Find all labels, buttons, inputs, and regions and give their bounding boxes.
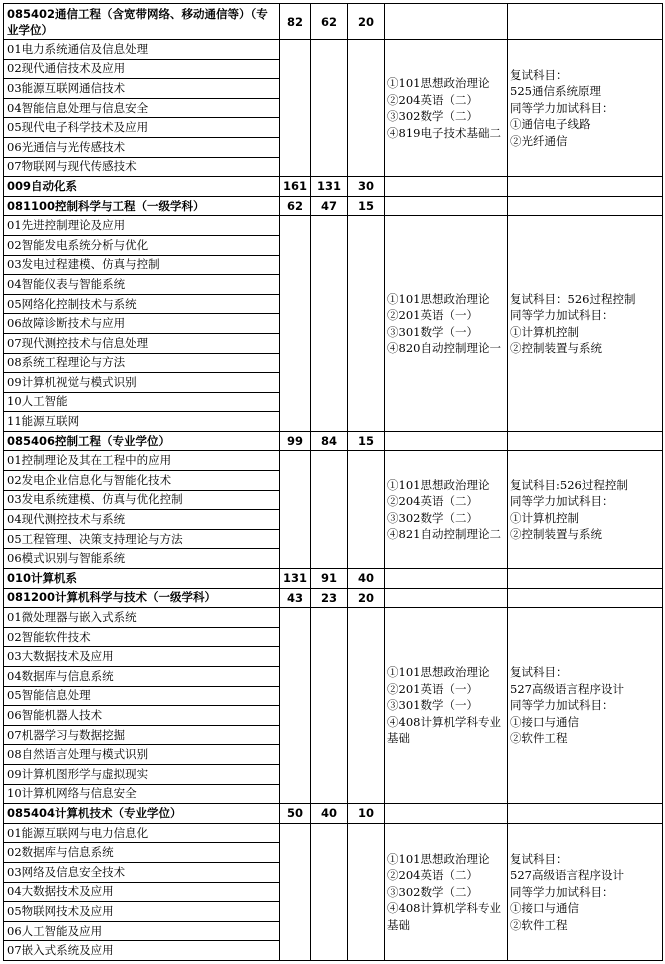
- program-row-blank-retest: [508, 588, 663, 608]
- retest-line: 同等学力加试科目：: [510, 494, 614, 509]
- direction-name: 01电力系统通信及信息处理: [4, 40, 280, 60]
- program-row-total: 99: [280, 431, 311, 451]
- direction-name: 04智能仪表与智能系统: [4, 275, 280, 295]
- program-row-count-b: 20: [348, 588, 385, 608]
- direction-count-blank: [311, 216, 348, 432]
- exam-subject: ②204英语（二）: [387, 868, 478, 883]
- program-row-blank-exam: [385, 804, 508, 824]
- program-row-count-a: 23: [311, 588, 348, 608]
- retest-line: ①计算机控制: [510, 324, 579, 339]
- direction-count-blank: [280, 608, 311, 804]
- program-row-total: 62: [280, 196, 311, 216]
- program-row-blank-exam: [385, 4, 508, 40]
- retest-line: 同等学力加试科目：: [510, 100, 614, 115]
- direction-name: 05智能信息处理: [4, 686, 280, 706]
- exam-subject: ②204英语（二）: [387, 92, 478, 107]
- program-row: [4, 4, 663, 40]
- direction-name: 05工程管理、决策支持理论与方法: [4, 529, 280, 549]
- direction-name: 03发电系统建模、仿真与优化控制: [4, 490, 280, 510]
- exam-subject: ②201英语（一）: [387, 681, 478, 696]
- exam-subject: ④408计算机学科专业基础: [387, 714, 501, 746]
- direction-name: 05物联网技术及应用: [4, 902, 280, 922]
- exam-subjects: [385, 216, 508, 432]
- direction-name: 02数据库与信息系统: [4, 843, 280, 863]
- direction-name: 04大数据技术及应用: [4, 882, 280, 902]
- department-row-count-a: 91: [311, 569, 348, 589]
- direction-count-blank: [280, 823, 311, 960]
- direction-row: [4, 608, 663, 628]
- department-row-blank-exam: [385, 177, 508, 197]
- exam-subject: ③301数学（一）: [387, 324, 478, 339]
- program-row-count-b: 20: [348, 4, 385, 40]
- direction-name: 01先进控制理论及应用: [4, 216, 280, 236]
- direction-name: 06智能机器人技术: [4, 706, 280, 726]
- program-row-name: 081200计算机科学与技术（一级学科）: [4, 588, 280, 608]
- retest-line: ①计算机控制: [510, 510, 579, 525]
- program-row-count-b: 15: [348, 196, 385, 216]
- direction-count-blank: [311, 451, 348, 569]
- direction-count-blank: [311, 823, 348, 960]
- retest-line: 525通信系统原理: [510, 84, 601, 99]
- direction-count-blank: [280, 216, 311, 432]
- direction-name: 02智能发电系统分析与优化: [4, 235, 280, 255]
- exam-subject: ④819电子技术基础二: [387, 125, 501, 140]
- exam-subjects: [385, 608, 508, 804]
- retest-line: 复试科目：526过程控制: [510, 291, 636, 306]
- direction-count-blank: [280, 40, 311, 177]
- program-row: [4, 431, 663, 451]
- direction-name: 03发电过程建模、仿真与控制: [4, 255, 280, 275]
- direction-name: 09计算机视觉与模式识别: [4, 373, 280, 393]
- program-row-blank-retest: [508, 196, 663, 216]
- program-row-blank-retest: [508, 804, 663, 824]
- program-row-blank-exam: [385, 196, 508, 216]
- program-row-total: 43: [280, 588, 311, 608]
- retest-line: 复试科目:526过程控制: [510, 477, 628, 492]
- direction-name: 11能源互联网: [4, 412, 280, 432]
- department-row: [4, 177, 663, 197]
- retest-subjects: [508, 216, 663, 432]
- direction-count-blank: [348, 608, 385, 804]
- direction-name: 08系统工程理论与方法: [4, 353, 280, 373]
- program-row-name: 081100控制科学与工程（一级学科）: [4, 196, 280, 216]
- department-row-count-b: 30: [348, 177, 385, 197]
- direction-name: 01微处理器与嵌入式系统: [4, 608, 280, 628]
- direction-count-blank: [348, 216, 385, 432]
- direction-name: 08自然语言处理与模式识别: [4, 745, 280, 765]
- direction-name: 03能源互联网通信技术: [4, 79, 280, 99]
- direction-row: [4, 823, 663, 843]
- program-row: [4, 588, 663, 608]
- program-row-blank-retest: [508, 431, 663, 451]
- program-row-count-a: 62: [311, 4, 348, 40]
- department-row-name: 010计算机系: [4, 569, 280, 589]
- retest-line: ②控制装置与系统: [510, 341, 602, 356]
- exam-subject: ②204英语（二）: [387, 494, 478, 509]
- retest-line: 复试科目：: [510, 851, 568, 866]
- program-row-blank-exam: [385, 588, 508, 608]
- retest-line: ①接口与通信: [510, 901, 579, 916]
- direction-name: 02发电企业信息化与智能化技术: [4, 471, 280, 491]
- direction-name: 06光通信与光传感技术: [4, 137, 280, 157]
- program-row-count-a: 47: [311, 196, 348, 216]
- program-row: [4, 196, 663, 216]
- program-row-count-b: 10: [348, 804, 385, 824]
- direction-row: [4, 40, 663, 60]
- program-row-total: 82: [280, 4, 311, 40]
- exam-subjects: [385, 451, 508, 569]
- exam-subject: ①101思想政治理论: [387, 665, 490, 680]
- exam-subject: ③302数学（二）: [387, 510, 478, 525]
- department-row-total: 131: [280, 569, 311, 589]
- retest-line: 527高级语言程序设计: [510, 868, 624, 883]
- direction-name: 04现代测控技术与系统: [4, 510, 280, 530]
- retest-line: ②软件工程: [510, 917, 568, 932]
- retest-line: ①接口与通信: [510, 714, 579, 729]
- exam-subject: ④821自动控制理论二: [387, 527, 501, 542]
- program-row: [4, 804, 663, 824]
- exam-subjects: [385, 40, 508, 177]
- retest-subjects: [508, 40, 663, 177]
- direction-name: 06故障诊断技术与应用: [4, 314, 280, 334]
- direction-count-blank: [348, 823, 385, 960]
- program-row-count-a: 84: [311, 431, 348, 451]
- retest-line: 同等学力加试科目：: [510, 884, 614, 899]
- retest-line: 527高级语言程序设计: [510, 681, 624, 696]
- direction-count-blank: [348, 40, 385, 177]
- direction-name: 05网络化控制技术与系统: [4, 294, 280, 314]
- exam-subject: ①101思想政治理论: [387, 477, 490, 492]
- direction-name: 02现代通信技术及应用: [4, 59, 280, 79]
- retest-line: 同等学力加试科目：: [510, 698, 614, 713]
- exam-subject: ②201英语（一）: [387, 308, 478, 323]
- program-row-count-a: 40: [311, 804, 348, 824]
- retest-line: ②控制装置与系统: [510, 527, 602, 542]
- direction-count-blank: [348, 451, 385, 569]
- exam-subject: ④408计算机学科专业基础: [387, 901, 501, 932]
- direction-name: 05现代电子科学技术及应用: [4, 118, 280, 138]
- program-row-name: 085402通信工程（含宽带网络、移动通信等）（专业学位）: [4, 4, 280, 40]
- direction-row: [4, 216, 663, 236]
- exam-subject: ④820自动控制理论一: [387, 341, 501, 356]
- exam-subject: ③302数学（二）: [387, 109, 478, 124]
- retest-line: ②软件工程: [510, 731, 568, 746]
- direction-name: 02智能软件技术: [4, 627, 280, 647]
- department-row-total: 161: [280, 177, 311, 197]
- direction-name: 03网络及信息安全技术: [4, 862, 280, 882]
- program-row-name: 085404计算机技术（专业学位）: [4, 804, 280, 824]
- direction-count-blank: [280, 451, 311, 569]
- retest-subjects: [508, 823, 663, 960]
- exam-subject: ①101思想政治理论: [387, 851, 490, 866]
- department-row-count-a: 131: [311, 177, 348, 197]
- retest-line: ②光纤通信: [510, 133, 568, 148]
- direction-name: 10计算机网络与信息安全: [4, 784, 280, 804]
- department-row-blank-retest: [508, 177, 663, 197]
- program-row-name: 085406控制工程（专业学位）: [4, 431, 280, 451]
- exam-subject: ③302数学（二）: [387, 884, 478, 899]
- direction-name: 07嵌入式系统及应用: [4, 941, 280, 961]
- direction-name: 04数据库与信息系统: [4, 667, 280, 687]
- department-row-blank-exam: [385, 569, 508, 589]
- program-row-total: 50: [280, 804, 311, 824]
- retest-line: 复试科目：: [510, 665, 568, 680]
- direction-name: 04智能信息处理与信息安全: [4, 98, 280, 118]
- direction-name: 10人工智能: [4, 392, 280, 412]
- exam-subjects: [385, 823, 508, 960]
- program-table: [3, 3, 663, 961]
- exam-subject: ①101思想政治理论: [387, 291, 490, 306]
- department-row-count-b: 40: [348, 569, 385, 589]
- direction-name: 07物联网与现代传感技术: [4, 157, 280, 177]
- direction-name: 07现代测控技术与信息处理: [4, 333, 280, 353]
- direction-row: [4, 451, 663, 471]
- retest-subjects: [508, 451, 663, 569]
- retest-line: ①通信电子线路: [510, 117, 591, 132]
- direction-name: 01控制理论及其在工程中的应用: [4, 451, 280, 471]
- department-row: [4, 569, 663, 589]
- exam-subject: ③301数学（一）: [387, 698, 478, 713]
- department-row-blank-retest: [508, 569, 663, 589]
- direction-name: 09计算机图形学与虚拟现实: [4, 764, 280, 784]
- program-row-blank-exam: [385, 431, 508, 451]
- direction-name: 01能源互联网与电力信息化: [4, 823, 280, 843]
- direction-count-blank: [311, 608, 348, 804]
- direction-name: 06人工智能及应用: [4, 921, 280, 941]
- retest-line: 同等学力加试科目：: [510, 308, 614, 323]
- department-row-name: 009自动化系: [4, 177, 280, 197]
- direction-count-blank: [311, 40, 348, 177]
- direction-name: 03大数据技术及应用: [4, 647, 280, 667]
- direction-name: 06模式识别与智能系统: [4, 549, 280, 569]
- direction-name: 07机器学习与数据挖掘: [4, 725, 280, 745]
- exam-subject: ①101思想政治理论: [387, 76, 490, 91]
- program-row-blank-retest: [508, 4, 663, 40]
- retest-line: 复试科目：: [510, 67, 568, 82]
- retest-subjects: [508, 608, 663, 804]
- program-row-count-b: 15: [348, 431, 385, 451]
